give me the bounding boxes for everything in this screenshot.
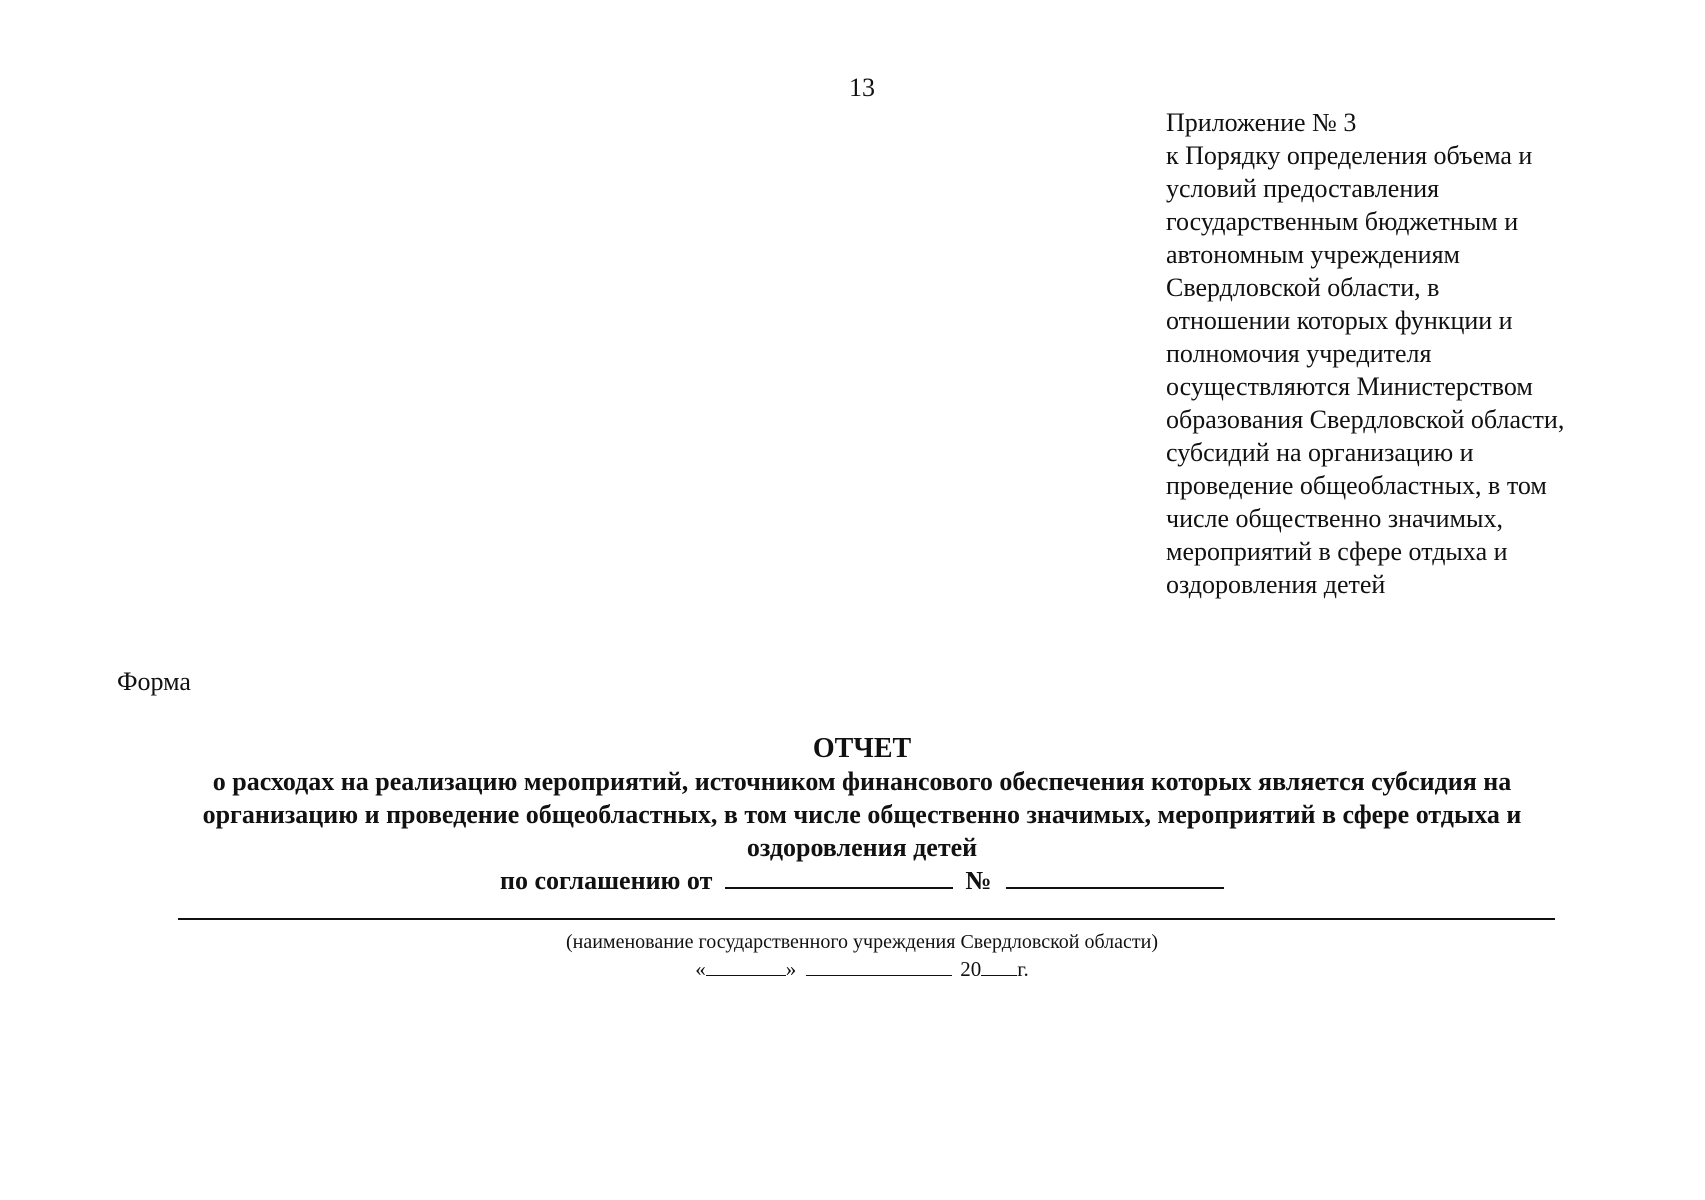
appendix-line: осуществляются Министерством xyxy=(1166,372,1533,401)
appendix-header xyxy=(1166,106,1636,601)
appendix-line: Свердловской области, в xyxy=(1166,273,1440,302)
report-subtitle-line: оздоровления детей xyxy=(746,833,978,862)
appendix-line: числе общественно значимых, xyxy=(1166,504,1503,533)
form-label: Форма xyxy=(117,667,191,696)
open-quote: « xyxy=(695,957,706,981)
agreement-prefix: по соглашению от xyxy=(500,866,713,895)
appendix-line: к Порядку определения объема и xyxy=(1166,141,1533,170)
day-field[interactable] xyxy=(706,957,786,976)
report-title: ОТЧЕТ xyxy=(812,733,912,764)
agreement-number-field[interactable] xyxy=(1006,865,1224,889)
appendix-line: автономным учреждениям xyxy=(1166,240,1460,269)
report-subtitle-line: организацию и проведение общеобластных, в том числе общественно значимых, мероприятий в сфере отдыха и xyxy=(202,800,1522,829)
appendix-line: отношении которых функции и xyxy=(1166,306,1513,335)
institution-name-field[interactable] xyxy=(178,918,1555,920)
page-number: 13 xyxy=(849,73,875,102)
number-sign: № xyxy=(965,866,992,895)
appendix-line: проведение общеобластных, в том xyxy=(1166,471,1547,500)
year-suffix: г. xyxy=(1017,957,1029,981)
appendix-line: оздоровления детей xyxy=(1166,570,1386,599)
appendix-line: государственным бюджетным и xyxy=(1166,207,1519,236)
appendix-line: полномочия учредителя xyxy=(1166,339,1432,368)
month-field[interactable] xyxy=(806,957,952,976)
appendix-line: мероприятий в сфере отдыха и xyxy=(1166,537,1508,566)
agreement-line xyxy=(0,864,1705,897)
close-quote: » xyxy=(785,957,797,981)
appendix-line: Приложение № 3 xyxy=(1166,108,1357,137)
year-prefix: 20 xyxy=(960,957,982,981)
report-heading xyxy=(0,732,1705,864)
agreement-date-field[interactable] xyxy=(725,865,953,889)
report-date-line xyxy=(0,956,1705,982)
institution-caption: (наименование государственного учреждения Свердловской области) xyxy=(565,931,1159,953)
appendix-line: образования Свердловской области, xyxy=(1166,405,1565,434)
year-field[interactable] xyxy=(981,957,1017,976)
appendix-line: субсидий на организацию и xyxy=(1166,438,1474,467)
appendix-line: условий предоставления xyxy=(1166,174,1440,203)
report-subtitle-line: о расходах на реализацию мероприятий, источником финансового обеспечения которых является субсидия на xyxy=(212,767,1512,796)
